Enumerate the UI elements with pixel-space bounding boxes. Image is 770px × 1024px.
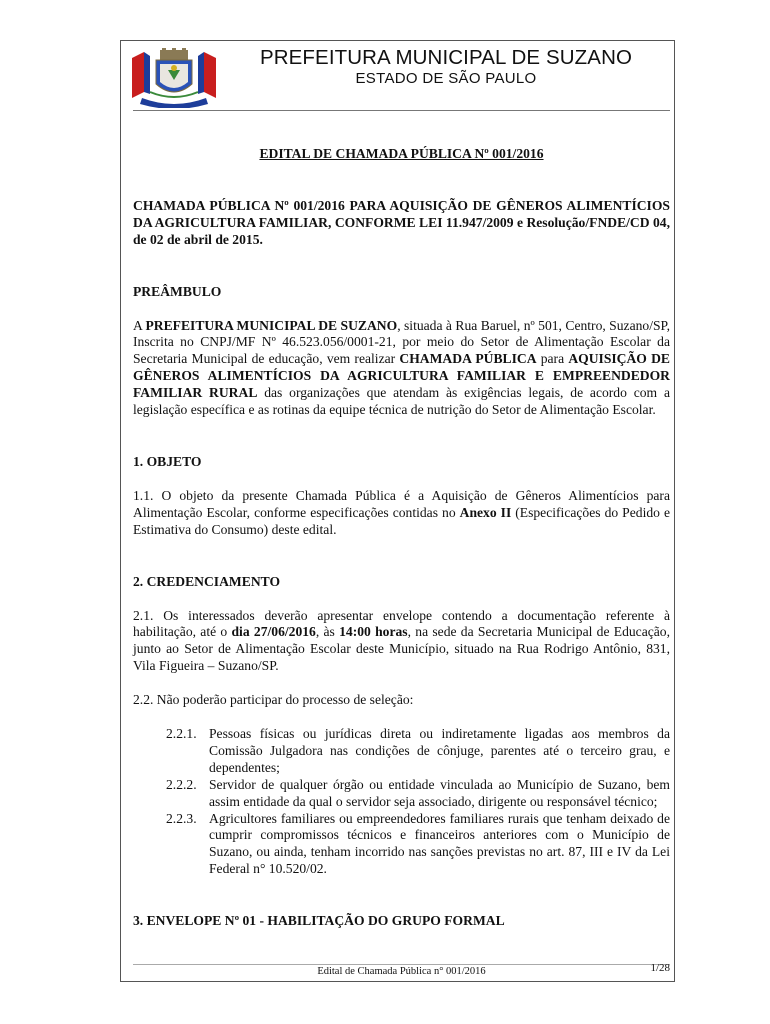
municipal-coat-of-arms-icon — [128, 48, 220, 108]
list-item: 2.2.1. Pessoas físicas ou jurídicas direta ou indiretamente ligadas aos membros da Comissão Julgadora nas condições de cônjuge, parentes até o terceiro grau, e dependentes; — [166, 726, 670, 775]
page-subtitle: ESTADO DE SÃO PAULO — [355, 70, 537, 87]
document-body — [133, 146, 670, 947]
section-heading-credenciamento: 2. CREDENCIAMENTO — [133, 573, 281, 589]
section-heading-envelope: 3. ENVELOPE Nº 01 - HABILITAÇÃO DO GRUPO FORMAL — [133, 913, 505, 929]
page-title: PREFEITURA MUNICIPAL DE SUZANO — [259, 46, 633, 69]
footer-text: Edital de Chamada Pública n° 001/2016 — [317, 966, 486, 977]
chamada-statement: CHAMADA PÚBLICA Nº 001/2016 PARA AQUISIÇÃO DE GÊNEROS ALIMENTÍCIOS DA AGRICULTURA FAMILIAR, CONFORME LEI 11.947/2009 e Resolução/FNDE/CD 04, de 02 de abril de 2015. — [133, 197, 670, 247]
credenciamento-paragraph-2-1: 2.1. Os interessados deverão apresentar envelope contendo a documentação referente à habilitação, até o dia 27/06/2016, às 14:00 horas, na sede da Secretaria Municipal de Educação, junto ao Setor de Alimentação Escolar deste Município, situado na Rua Rodrigo Antônio, 831, Vila Figueira – Suzano/SP. — [133, 607, 670, 674]
exclusion-list — [166, 726, 670, 878]
preambulo-paragraph: A PREFEITURA MUNICIPAL DE SUZANO, situada à Rua Baruel, nº 501, Centro, Suzano/SP, Inscrita no CNPJ/MF Nº 46.523.056/0001-21, por meio do Setor de Alimentação Escolar da Secretaria Municipal de educação, vem realizar CHAMADA PÚBLICA para AQUISIÇÃO DE GÊNEROS ALIMENTÍCIOS DA AGRICULTURA FAMILIAR E EMPREENDEDOR FAMILIAR RURAL das organizações que atendam às exigências legais, de acordo com a legislação específica e as rotinas da equipe técnica de nutrição do Setor de Alimentação Escolar. — [133, 317, 670, 418]
list-item: 2.2.3. Agricultores familiares ou empreendedores familiares rurais que tenham deixado de cumprir compromissos técnicos e financeiros anteriores com o Município de Suzano, ou ainda, tenham incorrido nas sanções previstas no art. 87, III e IV da Lei Federal n° 10.520/02. — [166, 810, 670, 877]
section-heading-preambulo: PREÂMBULO — [133, 283, 222, 299]
objeto-paragraph: 1.1. O objeto da presente Chamada Pública é a Aquisição de Gêneros Alimentícios para Alimentação Escolar, conforme especificações contidas no Anexo II (Especificações do Pedido e Estimativa do Consumo) deste edital. — [133, 487, 670, 537]
section-heading-objeto: 1. OBJETO — [133, 453, 202, 469]
list-item: 2.2.2. Servidor de qualquer órgão ou entidade vinculada ao Município de Suzano, bem assim entidade da qual o servidor seja associado, dirigente ou responsável técnico; — [166, 776, 670, 809]
edital-title: EDITAL DE CHAMADA PÚBLICA Nº 001/2016 — [259, 146, 544, 161]
footer-divider — [133, 964, 670, 965]
page-number: 1/28 — [650, 962, 670, 974]
credenciamento-paragraph-2-2: 2.2. Não poderão participar do processo de seleção: — [133, 692, 414, 708]
header-divider — [133, 110, 670, 111]
